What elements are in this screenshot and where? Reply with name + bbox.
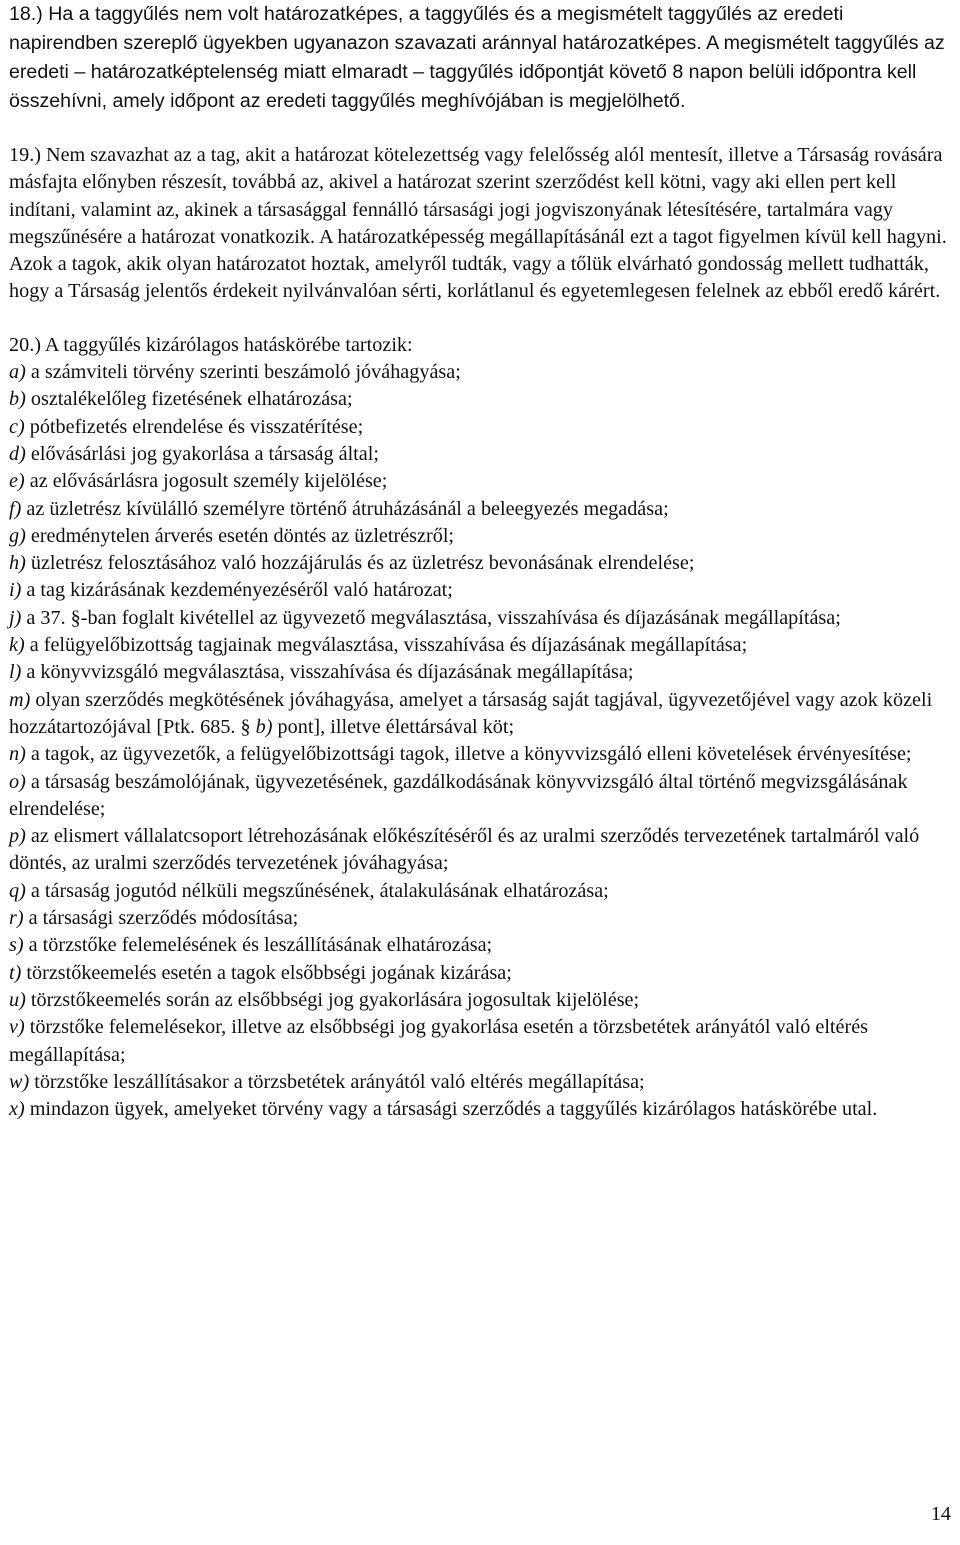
list-item xyxy=(9,659,954,686)
list-item xyxy=(9,960,954,987)
page-number: 14 xyxy=(930,1503,951,1525)
list-item-text-cont: pont], illetve élettársával köt; xyxy=(272,715,515,738)
list-item-text: mindazon ügyek, amelyeket törvény vagy a társasági szerződés a taggyűlés kizárólagos hatáskörébe utal. xyxy=(24,1098,878,1121)
list-item xyxy=(9,823,954,878)
list-item xyxy=(9,1096,954,1123)
list-item-text: a könyvvizsgáló megválasztása, visszahívása és díjazásának megállapítása; xyxy=(21,661,634,684)
list-item-text: a felügyelőbizottság tagjainak megválasztása, visszahívása és díjazásának megállapítása; xyxy=(24,634,748,657)
list-item-letter: c) xyxy=(9,415,25,438)
list-item-text: üzletrész felosztásához való hozzájárulás és az üzletrész bevonásának elrendelése; xyxy=(25,552,695,575)
list-item xyxy=(9,550,954,577)
list-item-letter: e) xyxy=(9,470,25,493)
list-item-letter: q) xyxy=(9,879,26,902)
list-item xyxy=(9,386,954,413)
list-item-text: törzstőke felemelésekor, illetve az elsőbbségi jog gyakorlása esetén a törzsbetétek arányától való eltérés megállapítása; xyxy=(9,1016,869,1066)
list-item xyxy=(9,577,954,604)
list-item-text: a 37. §-ban foglalt kivétellel az ügyvezető megválasztása, visszahívása és díjazásának megállapítása; xyxy=(21,606,841,629)
list-item-text: a társaság jogutód nélküli megszűnésének, átalakulásának elhatározása; xyxy=(25,879,609,902)
list-item-letter: n) xyxy=(9,743,26,766)
list-item-text: az elismert vállalatcsoport létrehozásának előkészítéséről és az uralmi szerződés tervezetének tartalmáról való döntés, az uralmi szerződés tervezetének jóváhagyása; xyxy=(9,825,920,875)
list-item-letter: w) xyxy=(9,1070,30,1093)
list-item-letter: u) xyxy=(9,988,26,1011)
list-item xyxy=(9,1014,954,1069)
list-item-letter: f) xyxy=(9,497,22,520)
list-item-text: törzstőkeemelés során az elsőbbségi jog gyakorlására jogosultak kijelölése; xyxy=(25,988,640,1011)
list-item-letter: t) xyxy=(9,961,22,984)
list-item-text: olyan szerződés megkötésének jóváhagyása, amelyet a társaság saját tagjával, ügyvezetőjével vagy azok közeli hozzátartozójával [Ptk. 685. § xyxy=(9,688,933,738)
list-item-letter: i) xyxy=(9,579,22,602)
list-item-text: a tagok, az ügyvezetők, a felügyelőbizottsági tagok, illetve a könyvvizsgáló elleni követelések érvényesítése; xyxy=(25,743,912,766)
document-page xyxy=(9,0,954,1123)
list-item-text: osztalékelőleg fizetésének elhatározása; xyxy=(25,388,353,411)
list-item-letter: s) xyxy=(9,934,24,957)
list-item xyxy=(9,605,954,632)
list-item-letter: m) xyxy=(9,688,31,711)
paragraph-18: 18.) Ha a taggyűlés nem volt határozatképes, a taggyűlés és a megismételt taggyűlés az eredeti napirendben szereplő ügyekben ugyanazon szavazati aránnyal határozatképes. A megismételt taggyűlés az eredeti – határozatképtelenség miatt elmaradt – taggyűlés időpontját követő 8 napon belüli időpontra kell összehívni, amely időpont az eredeti taggyűlés meghívójában is megjelölhető. xyxy=(9,3,945,112)
list-item xyxy=(9,359,954,386)
list-item xyxy=(9,468,954,495)
list-item xyxy=(9,687,954,742)
list-item-letter: r) xyxy=(9,907,24,930)
list-item-text: törzstőke leszállításakor a törzsbetétek arányától való eltérés megállapítása; xyxy=(29,1070,645,1093)
paragraph-20 xyxy=(9,332,954,1124)
list-item-text: elővásárlási jog gyakorlása a társaság által; xyxy=(25,442,379,465)
list-item xyxy=(9,523,954,550)
list-item xyxy=(9,878,954,905)
list-item xyxy=(9,769,954,824)
paragraph-19: 19.) Nem szavazhat az a tag, akit a határozat kötelezettség vagy felelősség alól mentesít, illetve a Társaság rovására másfajta előnyben részesít, továbbá az, akivel a határozat szerint szerződést kell kötni, vagy aki ellen pert kell indítani, valamint az, akinek a társasággal fennálló társasági jogi jogviszonyának létesítésére, tartalmára vagy megszűnésére a határozat vonatkozik. A határozatképesség megállapításánál ezt a tagot figyelmen kívül kell hagyni. Azok a tagok, akik olyan határozatot hoztak, amelyről tudták, vagy a tőlük elvárható gondosság mellett tudhatták, hogy a Társaság jelentős érdekeit nyilvánvalóan sérti, korlátlanul és egyetemlegesen felelnek az ebből eredő kárért. xyxy=(9,144,947,303)
list-item xyxy=(9,741,954,768)
list-item-text: a társaság beszámolójának, ügyvezetésének, gazdálkodásának könyvvizsgáló által történő megvizsgálásának elrendelése; xyxy=(9,770,908,820)
list-item-text: a társasági szerződés módosítása; xyxy=(23,907,299,930)
list-item-text: a törzstőke felemelésének és leszállításának elhatározása; xyxy=(23,934,493,957)
list-item-letter: h) xyxy=(9,552,26,575)
list-item-letter: a) xyxy=(9,361,26,384)
list-item-letter: j) xyxy=(9,606,22,629)
list-item xyxy=(9,932,954,959)
list-item-letter: k) xyxy=(9,634,25,657)
paragraph-20-intro: 20.) A taggyűlés kizárólagos hatáskörébe tartozik: xyxy=(9,333,413,356)
list-item-text: törzstőkeemelés esetén a tagok elsőbbségi jogának kizárása; xyxy=(21,961,512,984)
list-item xyxy=(9,414,954,441)
list-item-letter: b) xyxy=(9,388,26,411)
list-item xyxy=(9,441,954,468)
list-item-letter: o) xyxy=(9,770,26,793)
list-item-letter: p) xyxy=(9,825,26,848)
list-item-text: eredménytelen árverés esetén döntés az üzletrészről; xyxy=(25,524,455,547)
list-item xyxy=(9,987,954,1014)
list-item-letter: v) xyxy=(9,1016,25,1039)
list-item-letter: l) xyxy=(9,661,22,684)
list-item-text: a számviteli törvény szerinti beszámoló jóváhagyása; xyxy=(25,361,461,384)
competence-list xyxy=(9,359,954,1123)
list-item-text: az elővásárlásra jogosult személy kijelölése; xyxy=(24,470,388,493)
list-item-letter: x) xyxy=(9,1098,25,1121)
list-item-text: az üzletrész kívülálló személyre történő átruházásánál a beleegyezés megadása; xyxy=(21,497,669,520)
list-item xyxy=(9,905,954,932)
list-item-text: a tag kizárásának kezdeményezéséről való határozat; xyxy=(21,579,453,602)
list-item xyxy=(9,1069,954,1096)
list-item-letter-ref: b) xyxy=(255,715,273,738)
list-item xyxy=(9,632,954,659)
list-item-text: pótbefizetés elrendelése és visszatérítése; xyxy=(24,415,364,438)
list-item-letter: d) xyxy=(9,442,26,465)
list-item xyxy=(9,496,954,523)
list-item-letter: g) xyxy=(9,524,26,547)
